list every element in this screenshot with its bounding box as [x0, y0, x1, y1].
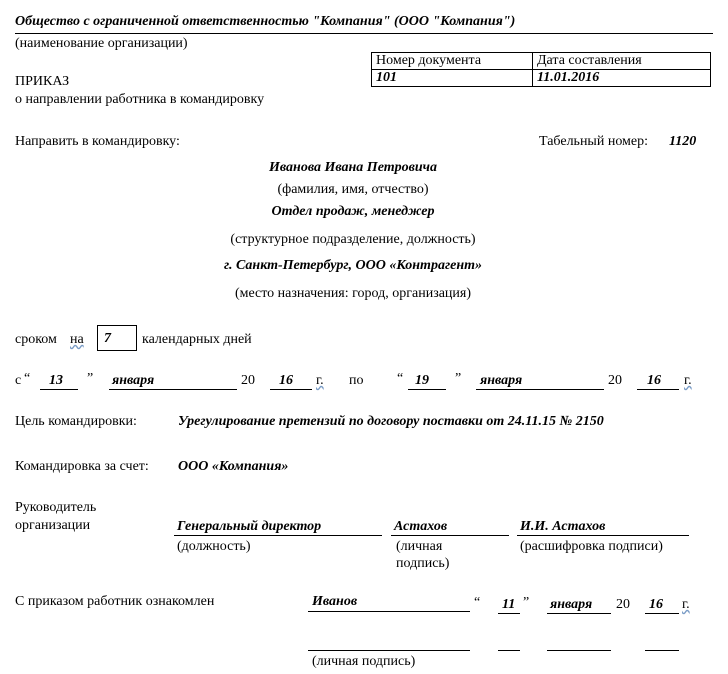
- document-number-header: Номер документа: [372, 53, 533, 70]
- period-to-century: 20: [608, 373, 622, 388]
- period-from-year-line: [270, 389, 312, 390]
- send-label: Направить в командировку:: [15, 134, 180, 149]
- payer-label: Командировка за счет:: [15, 459, 149, 474]
- period-to-month: января: [480, 373, 523, 388]
- term-prefix: сроком: [15, 332, 57, 347]
- period-to-year-line: [637, 389, 679, 390]
- head-position-caption: (должность): [177, 539, 251, 554]
- acknowledge-open-quote: “: [474, 595, 481, 610]
- document-number-table: [371, 52, 711, 87]
- tab-number-label: Табельный номер:: [539, 134, 649, 149]
- term-suffix: календарных дней: [142, 332, 252, 347]
- period-from-close-quote: ”: [87, 371, 94, 386]
- period-to-day: 19: [415, 373, 429, 388]
- acknowledge-close-quote: ”: [523, 595, 530, 610]
- period-to-month-line: [476, 389, 604, 390]
- head-decoded-signature: И.И. Астахов: [520, 519, 606, 534]
- acknowledge-month: января: [550, 597, 593, 612]
- head-label-line1: Руководитель: [15, 500, 97, 515]
- acknowledge-month-line: [547, 613, 611, 614]
- acknowledge-second-year-line: [645, 650, 679, 651]
- period-from-year-suffix: г.: [316, 373, 324, 388]
- organization-name-line: [15, 33, 713, 34]
- period-from-month: января: [112, 373, 155, 388]
- head-label-line2: организации: [15, 518, 91, 533]
- acknowledge-second-signature-line: [308, 650, 470, 651]
- employee-name: Иванова Ивана Петровича: [269, 160, 437, 175]
- tab-number-value: 1120: [669, 134, 697, 149]
- order-subtitle: о направлении работника в командировку: [15, 92, 265, 107]
- period-from-year: 16: [279, 373, 293, 388]
- acknowledge-second-month-line: [547, 650, 611, 651]
- head-signature-caption-2: подпись): [396, 556, 450, 571]
- payer-value: ООО «Компания»: [178, 459, 289, 474]
- acknowledge-label: С приказом работник ознакомлен: [15, 594, 215, 609]
- head-signature: Астахов: [394, 519, 448, 534]
- employee-name-caption: (фамилия, имя, отчество): [277, 182, 429, 197]
- acknowledge-day-line: [498, 613, 520, 614]
- head-signature-caption-1: (личная: [396, 539, 443, 554]
- period-from-label: с: [15, 373, 22, 388]
- acknowledge-day: 11: [502, 597, 516, 612]
- period-from-open-quote: “: [24, 371, 31, 386]
- document-date-value: 11.01.2016: [533, 70, 711, 87]
- organization-name: Общество с ограниченной ответственностью "Компания" (ООО "Компания"): [15, 14, 516, 29]
- period-to-label: по: [349, 373, 364, 388]
- head-decoded-caption: (расшифровка подписи): [520, 539, 663, 554]
- period-to-year-suffix: г.: [684, 373, 692, 388]
- period-to-day-line: [408, 389, 446, 390]
- term-days-value: 7: [104, 331, 111, 346]
- term-na: на: [70, 332, 84, 347]
- purpose-label: Цель командировки:: [15, 414, 137, 429]
- head-decoded-line: [517, 535, 689, 536]
- term-days-box: [97, 325, 137, 351]
- destination: г. Санкт-Петербург, ООО «Контрагент»: [224, 258, 482, 273]
- document-date-header: Дата составления: [533, 53, 711, 70]
- head-position-line: [174, 535, 382, 536]
- period-from-day: 13: [49, 373, 63, 388]
- document-number-value: 101: [372, 70, 533, 87]
- period-to-year: 16: [647, 373, 661, 388]
- acknowledge-century: 20: [616, 597, 630, 612]
- period-to-open-quote: “: [397, 371, 404, 386]
- acknowledge-second-day-line: [498, 650, 520, 651]
- employee-position-caption: (структурное подразделение, должность): [230, 232, 476, 247]
- employee-position: Отдел продаж, менеджер: [271, 204, 435, 219]
- acknowledge-signature: Иванов: [312, 594, 358, 609]
- acknowledge-signature-caption: (личная подпись): [312, 654, 416, 669]
- acknowledge-signature-line: [308, 611, 470, 612]
- purpose-value: Урегулирование претензий по договору поставки от 24.11.15 № 2150: [178, 414, 604, 429]
- head-signature-line: [391, 535, 509, 536]
- period-from-century: 20: [241, 373, 255, 388]
- organization-caption: (наименование организации): [15, 36, 188, 51]
- acknowledge-year: 16: [649, 597, 663, 612]
- acknowledge-year-line: [645, 613, 679, 614]
- head-position: Генеральный директор: [177, 519, 322, 534]
- period-from-month-line: [109, 389, 237, 390]
- acknowledge-year-suffix: г.: [682, 597, 690, 612]
- order-title: ПРИКАЗ: [15, 74, 70, 89]
- period-to-close-quote: ”: [455, 371, 462, 386]
- period-from-day-line: [40, 389, 78, 390]
- destination-caption: (место назначения: город, организация): [234, 286, 472, 301]
